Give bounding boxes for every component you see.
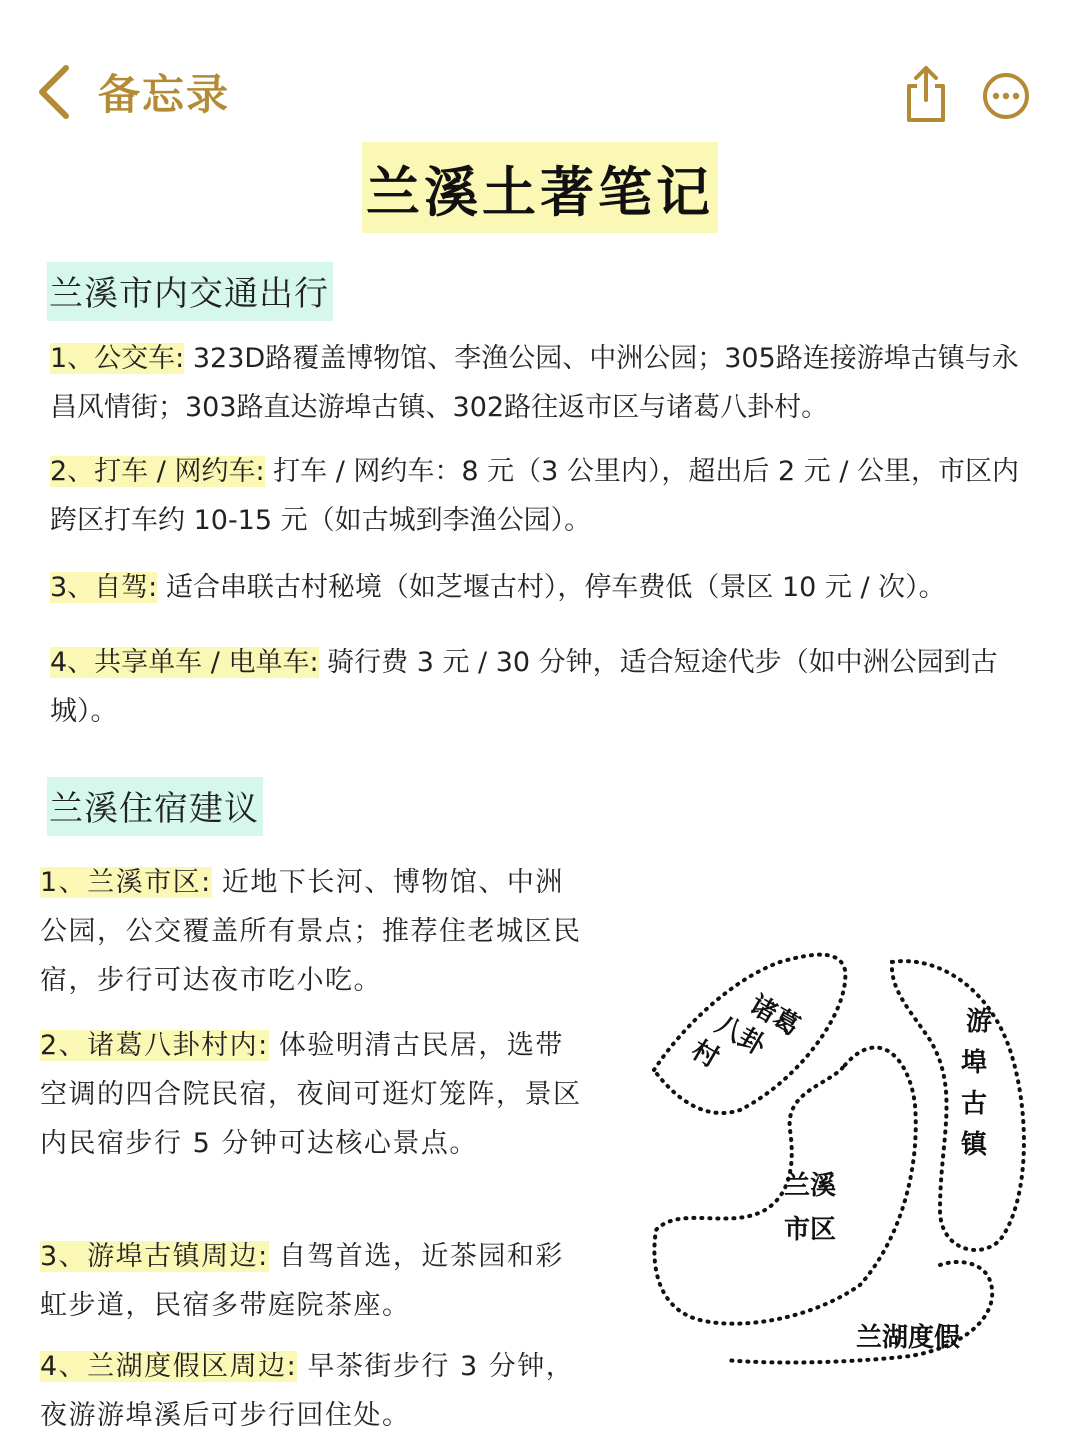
region-label-youbu: 古 [961,1089,988,1119]
lodging-item-zhuge [40,1021,585,1168]
transport-item-bike [50,638,1040,736]
item-label: 2、打车 / 网约车: [50,456,265,487]
region-label-lanhu: 兰湖度假 [856,1323,961,1353]
section-heading-lodging: 兰溪住宿建议 [47,777,263,836]
item-label: 1、兰溪市区: [40,867,212,898]
back-button[interactable] [36,62,230,122]
region-outline-youbu [892,961,1024,1250]
more-icon [981,71,1031,121]
item-text: 适合串联古村秘境（如芝堰古村），停车费低（景区 10 元 / 次）。 [157,572,946,603]
lodging-item-city [40,858,585,1005]
item-text: 早茶街步行 3 分钟，夜游游埠溪后可步行回住处。 [40,1351,575,1431]
item-label: 4、兰湖度假区周边: [40,1351,298,1382]
region-label-zhuge: 八卦 [710,1009,771,1062]
item-text: 近地下长河、博物馆、中洲公园，公交覆盖所有景点；推荐住老城区民宿，步行可达夜市吃小吃。 [40,867,582,996]
item-label: 2、诸葛八卦村内: [40,1030,269,1061]
lodging-item-lanhu [40,1342,585,1440]
item-label: 3、游埠古镇周边: [40,1241,269,1272]
region-label-youbu: 游 [966,1007,993,1037]
chevron-left-icon [36,62,72,122]
note-title-wrap [0,142,1080,233]
transport-item-bus [50,334,1040,432]
section-heading-transport: 兰溪市内交通出行 [47,262,333,321]
item-text: 打车 / 网约车：8 元（3 公里内），超出后 2 元 / 公里，市区内跨区打车约 10-15 元（如古城到李渔公园）。 [50,456,1020,536]
region-label-city: 兰溪 [784,1171,837,1201]
share-icon [903,64,949,124]
transport-item-drive [50,563,1040,612]
region-label-zhuge: 诸葛 [744,990,805,1043]
region-map [640,940,1040,1380]
region-label-youbu: 埠 [961,1048,988,1078]
share-button[interactable] [903,64,949,128]
transport-item-taxi [50,447,1040,545]
item-label: 4、共享单车 / 电单车: [50,647,319,678]
region-label-youbu: 镇 [961,1130,988,1160]
item-label: 3、自驾: [50,572,158,603]
item-text: 323D路覆盖博物馆、李渔公园、中洲公园；305路连接游埠古镇与永昌风情街；303路直达游埠古镇、302路往返市区与诸葛八卦村。 [50,343,1019,423]
item-text: 骑行费 3 元 / 30 分钟，适合短途代步（如中洲公园到古城）。 [50,647,998,727]
back-label: 备忘录 [98,70,231,119]
top-bar [0,0,1080,150]
more-button[interactable] [981,71,1031,125]
region-label-zhuge: 村 [686,1034,724,1074]
region-label-city: 市区 [784,1215,837,1245]
note-title: 兰溪土著笔记 [362,142,718,233]
item-text: 自驾首选，近茶园和彩虹步道，民宿多带庭院茶座。 [40,1241,564,1321]
lodging-item-youbu [40,1232,585,1330]
item-text: 体验明清古民居，选带空调的四合院民宿，夜间可逛灯笼阵，景区内民宿步行 5 分钟可达核心景点。 [40,1030,582,1159]
item-label: 1、公交车: [50,343,185,374]
